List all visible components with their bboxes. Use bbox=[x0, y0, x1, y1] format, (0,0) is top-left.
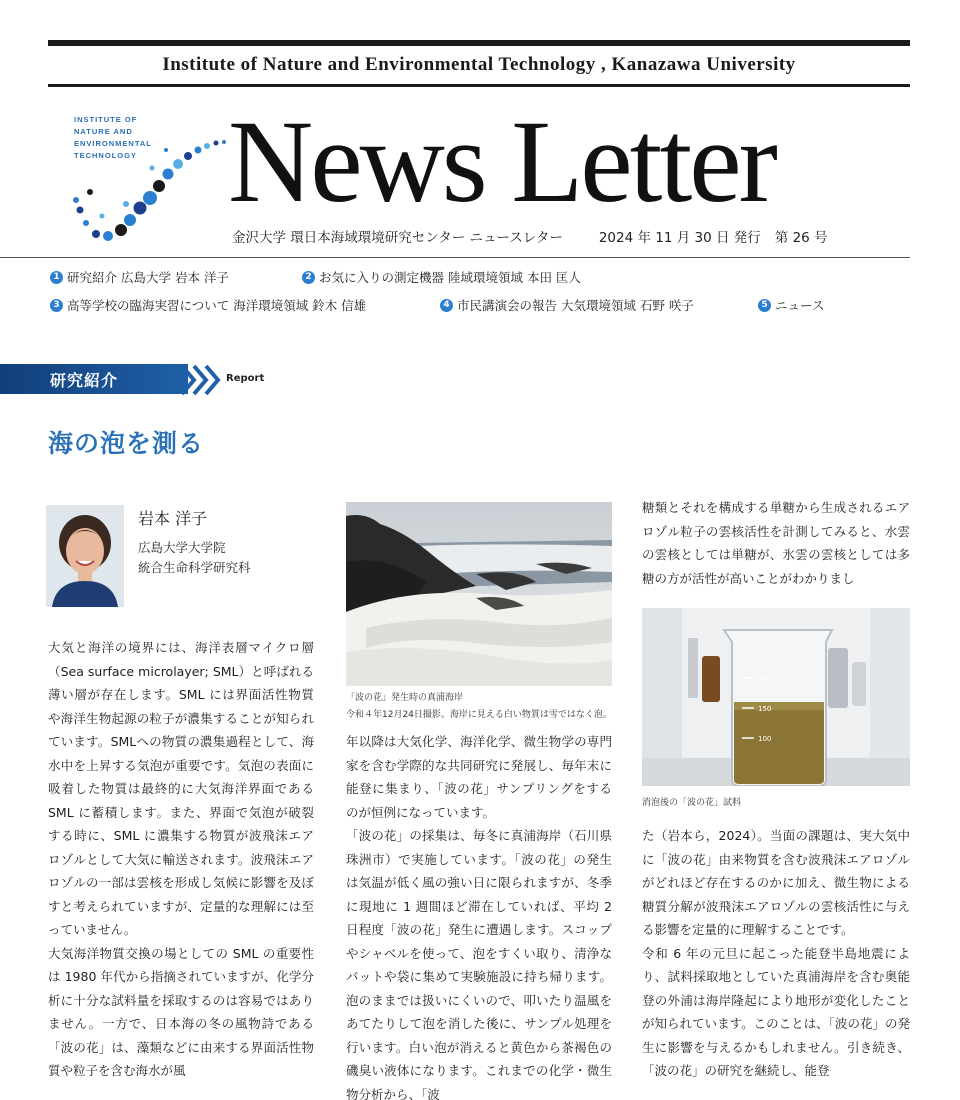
article-column-2 bbox=[346, 730, 612, 1100]
table-of-contents bbox=[50, 268, 910, 324]
toc-item[interactable] bbox=[440, 296, 694, 314]
toc-item-label: 高等学校の臨海実習について 海洋環境領域 鈴木 信雄 bbox=[67, 298, 367, 313]
photo-caption-detail: 令和４年12月24日撮影。海岸に見える白い物質は雪ではなく泡。 bbox=[346, 710, 612, 720]
toc-number-badge: 3 bbox=[50, 299, 63, 312]
photo-caption: 「波の花」発生時の真浦海岸 bbox=[346, 693, 464, 703]
issue-number: 第 26 号 bbox=[774, 230, 828, 246]
subtitle-org: 金沢大学 環日本海域環境研究センター ニュースレター bbox=[232, 230, 563, 246]
sample-beaker-photo bbox=[642, 608, 910, 786]
author-name: 岩本 洋子 bbox=[138, 509, 208, 528]
toc-item-label: ニュース bbox=[775, 298, 825, 313]
toc-item[interactable] bbox=[302, 268, 581, 286]
toc-number-badge: 1 bbox=[50, 271, 63, 284]
section-tag: Report bbox=[226, 373, 265, 384]
beaker-mark: 100 bbox=[758, 735, 772, 743]
divider bbox=[0, 257, 910, 258]
toc-item[interactable] bbox=[758, 296, 824, 314]
toc-number-badge: 5 bbox=[758, 299, 771, 312]
paragraph: 糖類とそれを構成する単糖から生成されるエアロゾル粒子の雲核活性を計測してみると、水雲の雲核としては単糖が、氷雲の雲核としては多糖の方が活性が高いことがわかりまし bbox=[642, 500, 910, 586]
section-label: 研究紹介 bbox=[50, 371, 119, 390]
author-affiliation: 広島大学大学院 統合生命科学研究科 bbox=[138, 540, 251, 575]
toc-item[interactable] bbox=[50, 296, 366, 314]
institute-name: Institute of Nature and Environmental Technology , Kanazawa University bbox=[162, 54, 796, 75]
beaker-mark: 150 bbox=[758, 705, 772, 713]
author-photo bbox=[46, 505, 124, 607]
paragraph: 「波の花」の採集は、毎冬に真浦海岸（石川県珠洲市）で実施しています。「波の花」の発生は気温が低く風の強い日に限られますが、冬季に現地に 1 週間ほど滞在していれば、平均 2 日程度「波の花」発生に遭遇します。スコップやシャベルを使って、泡をすくい取り、清浄なバットや袋に集めて実験施設に持ち帰ります。泡のままでは扱いにくいので、叩いたり温風をあてたりして泡を消した後に、サンプル処理を行います。白い泡が消えると黄色から茶褐色の磯臭い液体になります。これまでの化学・微生物分析から、「波 bbox=[346, 828, 612, 1100]
top-rule-secondary bbox=[48, 84, 910, 87]
paragraph: た（岩本ら，2024）。当面の課題は、実大気中に「波の花」由来物質を含む波飛沫エアロゾルがどれほど存在するのかに加え、微生物による糖質分解が波飛沫エアロゾルの雲核活性に与える影響を定量的に理解することです。 bbox=[642, 828, 910, 937]
logo-text: INSTITUTE OF NATURE AND ENVIRONMENTAL TECHNOLOGY bbox=[74, 115, 152, 160]
toc-item-label: 研究紹介 広島大学 岩本 洋子 bbox=[67, 270, 229, 285]
article-column-3-bottom bbox=[642, 824, 910, 1083]
article-column-1 bbox=[48, 636, 314, 1083]
toc-item[interactable] bbox=[50, 268, 229, 286]
photo-caption: 消泡後の「波の花」試料 bbox=[642, 798, 742, 808]
toc-number-badge: 2 bbox=[302, 271, 315, 284]
institute-logo bbox=[66, 108, 236, 248]
article-column-3-top bbox=[642, 496, 910, 590]
masthead-title: News Letter bbox=[228, 96, 775, 227]
beaker-mark: 200 bbox=[758, 675, 772, 683]
chevrons-icon bbox=[178, 362, 222, 398]
article-title: 海の泡を測る bbox=[48, 429, 205, 458]
paragraph: 大気海洋物質交換の場としての SML の重要性は 1980 年代から指摘されていますが、化学分析に十分な試料量を採取するのは容易ではありません。一方で、日本海の冬の風物詩である「波の花」は、藻類などに由来する界面活性物質や粒子を含む海水が風 bbox=[48, 945, 314, 1078]
toc-item-label: 市民講演会の報告 大気環境領域 石野 咲子 bbox=[457, 298, 694, 313]
paragraph: 大気と海洋の境界には、海洋表層マイクロ層（Sea surface microlayer; SML）と呼ばれる薄い層が存在します。SML には界面活性物質や海洋生物起源の粒子が濃集することが知られています。SMLへの物質の濃集過程として、海水中を上昇する気泡が重要です。気泡の表面に吸着した物質は最終的に大気海洋界面である SML に蓄積します。また、界面で気泡が破裂する時に、SML に濃集する物質が波飛沫エアロゾルとして大気に輸送されます。波飛沫エアロゾルの一部は雲核を形成し気候に影響を及ぼすと考えられていますが、定量的な理解には至っていません。 bbox=[48, 640, 314, 937]
issue-date: 2024 年 11 月 30 日 発行 bbox=[598, 230, 761, 246]
toc-item-label: お気に入りの測定機器 陸域環境領域 本田 匡人 bbox=[319, 270, 581, 285]
masthead-subtitle bbox=[232, 226, 828, 246]
paragraph: 令和 6 年の元旦に起こった能登半島地震により、試料採取地としていた真浦海岸を含む奥能登の外浦は海岸隆起により地形が変化したことが知られています。このことは、「波の花」の発生に影響を与えるかもしれません。引き続き、「波の花」の研究を継続し、能登 bbox=[642, 945, 910, 1078]
paragraph: 年以降は大気化学、海洋化学、微生物学の専門家を含む学際的な共同研究に発展し、毎年末に能登に集まり、「波の花」サンプリングをするのが恒例になっています。 bbox=[346, 734, 612, 820]
top-rule bbox=[48, 40, 910, 46]
toc-number-badge: 4 bbox=[440, 299, 453, 312]
seafoam-photo bbox=[346, 502, 612, 686]
